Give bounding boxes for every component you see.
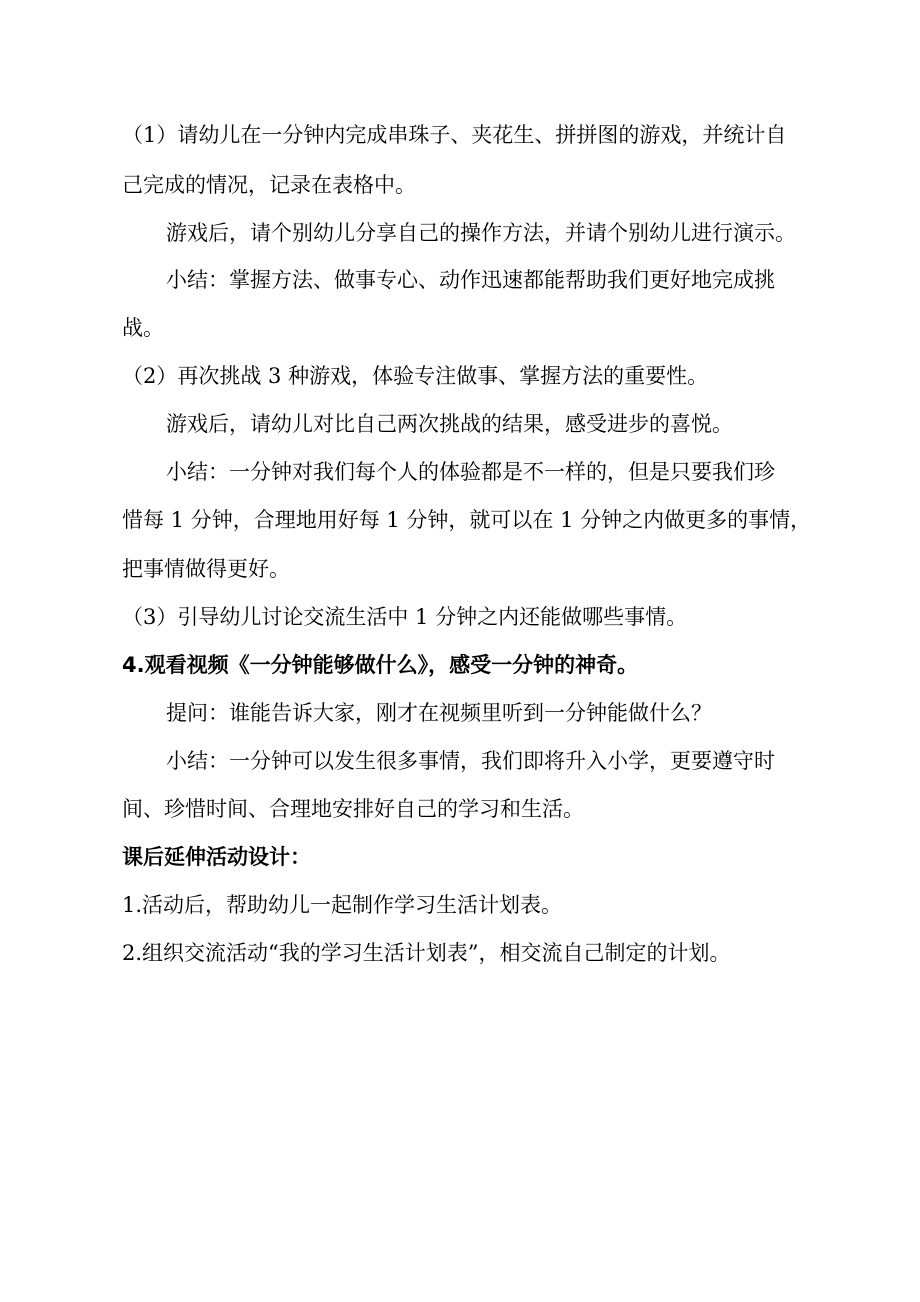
list-item: 1.活动后，帮助幼儿一起制作学习生活计划表。 [122,893,563,917]
paragraph-line: 小结：掌握方法、做事专心、动作迅速都能帮助我们更好地完成挑 [166,268,775,292]
section-heading: 4.观看视频《一分钟能够做什么》，感受一分钟的神奇。 [122,653,639,677]
paragraph-line: 战。 [122,316,164,340]
paragraph-line: （2）再次挑战 3 种游戏，体验专注做事、掌握方法的重要性。 [122,364,709,388]
section-heading: 课后延伸活动设计： [122,845,311,869]
paragraph-line: 间、珍惜时间、合理地安排好自己的学习和生活。 [122,797,584,821]
paragraph-line: 游戏后，请个别幼儿分享自己的操作方法，并请个别幼儿进行演示。 [166,221,796,245]
paragraph-line: 小结：一分钟可以发生很多事情，我们即将升入小学，更要遵守时 [166,749,775,773]
list-item: 2.组织交流活动“我的学习生活计划表”，相交流自己制定的计划。 [122,941,731,965]
paragraph-line: （3）引导幼儿讨论交流生活中 1 分钟之内还能做哪些事情。 [122,605,688,629]
paragraph-line: 小结：一分钟对我们每个人的体验都是不一样的，但是只要我们珍 [166,460,775,484]
paragraph-line: 己完成的情况，记录在表格中。 [122,173,416,197]
paragraph-line: 把事情做得更好。 [122,557,290,581]
paragraph-line: 惜每 1 分钟，合理地用好每 1 分钟，就可以在 1 分钟之内做更多的事情， [122,508,812,532]
paragraph-line: （1）请幼儿在一分钟内完成串珠子、夹花生、拼拼图的游戏，并统计自 [122,123,787,147]
paragraph-line: 游戏后，请幼儿对比自己两次挑战的结果，感受进步的喜悦。 [166,412,733,436]
paragraph-line: 提问：谁能告诉大家，刚才在视频里听到一分钟能做什么？ [166,701,712,725]
